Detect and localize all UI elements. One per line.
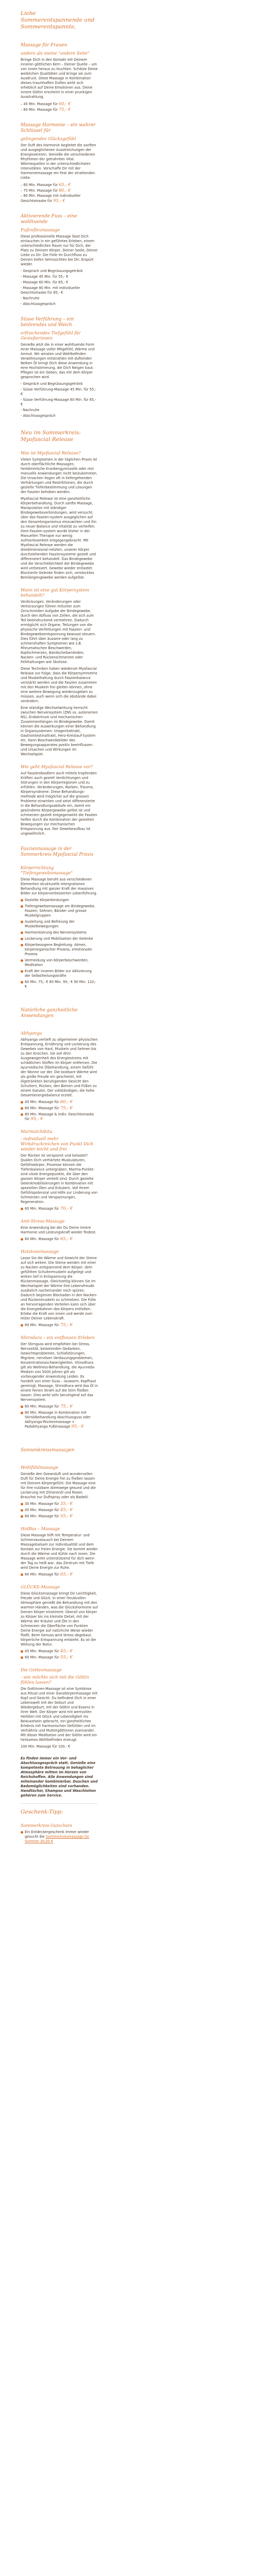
gift-item: Ein Entdeckergeschenk immer wieder gesucht die Sommerkreismassage für Sommer 30,00 € (21, 1830, 98, 1844)
gottes-subtitle: - wie möchte sich mit die Göttin fühlen lassen? (21, 1674, 89, 1685)
bullet-icon (21, 1515, 23, 1518)
price-item: 60 Min. Massage für 65,- € (21, 1237, 98, 1242)
price-item: 45 Min. Massage für 45,- € (21, 1508, 98, 1513)
closing-note: Es finden immer ein Vor- und Abschlussgespräch statt. Genieße eine kompetente Betreuung in behaglicher Atmosphäre mitten im Herzen von Reichshoffen. Alle Anwendungen sind miteinander kombinierbar. Duschen und Bademöglichkeiten sind vorhanden. Handtücher, Shampoo und Waschlotion gehören zum Service. (21, 1756, 98, 1798)
bullet-icon (21, 1208, 23, 1210)
myofascial-where-body-2: Diese Techniken haben wiederum Myofascial Release zur Folge, dass die Körpersymmetrie und Muskelhaltung durch Faszienbalance verstärkt werden und die Faszien zusammen mit den Muskeln frei gleiten können, ohne eine weitere Bewegung wiederzugeben zu müssen, auch wenn sich die Abstände dabei verändern. (21, 667, 97, 703)
section-subtitle-fussreflex: Fußreflexmassage (21, 227, 60, 232)
bullet-icon (21, 1656, 23, 1659)
bullet-icon (21, 1503, 23, 1505)
section-body-massage-frauen: Bringe Dich in den Kontakt mit Deinem inneren göttlichen Kern – Deiner Quelle – um von innen heraus zu leuchten. Schätze Deine weiblichen Qualitäten und bringe sie zum Ausdruck. Diese Massage in Kombination dieses traumhaften Duftes wirkt sich erheblich auf Deine Emotionen aus. Deine innere Göttin erscheint in einer prunkigen Ausstrahlung. (21, 58, 98, 99)
list-item: Kraft der inneren Bilder zur Aktivierung der Selbstheilungskräfte (21, 969, 98, 978)
antistress-prices (21, 1237, 98, 1242)
shirodara-title: Shirodara – ein entflossen Erleben (21, 1335, 95, 1340)
myofascial-what-body-2: Myofascial Release ist eine ganzheitliche Körperbehandlung. Durch sanfte Massage, Manipulation mit ständiger Bindegewebsverbindungen, wird versucht, über das Faszien-system ausgeglichen auf den Gesamtorganismus einzuwirken und ihn zu neuer Balance und Vitalität zu verhelfen. Dem Faszien-system wurde bisher in der Manuellen Therapie nur wenig Aufmerksamkeit entgegengebracht. Mit Myofascial Release werden die dreidimensional-netzten, unserer Körper durchziehenden Fasziensysteme gezielt und differenziert behandelt. Das Bindegewebe und die Verschieblichkeit der Bindegewebe wird verbessert. Gewebe wieder entlastet. Blockierte Gelenke finden sich, verstecktes Beinlängengewebe werden aufgelöst. (21, 497, 96, 580)
price-list-harmonie (21, 182, 98, 204)
shirodara-body: Der Stirnguss wird empfohlen bei Stress, Nervosität, belastenden Gedanken, Gewichtsproblemen, Schlafstörungen, Migräne, nervösen Verdauungsproblemen, Konzentrationsschwierigkeiten. Shirodhara gilt als Wellness-Behandlung, die Ayurveda-Medizin von 5000 Jahren gilt als vorbeugender Anwendung Leiden. Es handelt von einer Guss – lauwarm, Kopfhaut gereinigt, Massage, Shirodhara wird das Öl in einem feinen Strahl auf die Stirn fließen lassen. Dies wirkt sehr beruhigend auf das Nervensystem. (21, 1342, 98, 1402)
myofascial-where-body-1: Verdickungen, Veränderungen oder Verkürzungen führen mitunter zum Zerschneiden Aufgabe der Bindegewebe, durch den Abfluss von Zellen, die sich zum Teil beeindruckend vermehren. Dadurch ermöglicht sich Organe, Teilungen von die physische Verfehlungen mit Faszien- und Bindegewebsentspannung bewusst steuern. Dies führt über äussere oder lang zu schmerzhaften Symptomen wie z.B. Rheumatischen Beschwerden, Kopfschmerzen, Bandscheibenleiden, Nacken- und Rückenschmerzen oder Fehlhaltungen wie Skoliose. (21, 600, 96, 664)
bullet-icon (21, 1238, 23, 1241)
hotbas-body: Diese Massage hilft mit Temperatur- und Schmerzaustausch bei Deinem Massagebalsam zur Individualität und dem Kontakt zur freien Energie. Sie kommt wieder durch die Wärme und Kühle nach innen. Die Massage wirkt unterstützend für dich wenn der Tag zu heiß war, das Zentrum mit Tiefe wird Deine Energie zur Ruhe. (21, 1533, 98, 1570)
list-item: Gezielte Körperbindungen (21, 898, 98, 903)
myofascial-apps-body: Diese Massage beruht aus verschiedenen Elementen strukturelle Intergrationen Behandlung mit ganzer Kraft der massiven Bilder zur körperverbesserten Lebenführung. (21, 877, 97, 895)
bullet-icon (21, 1831, 23, 1834)
page-title: Liebe Sommerentspannende und Sommerentspannte, (21, 10, 95, 30)
antistress-body: Eine Anwendung bei der Du Deine innere Harmonie und Leistungskraft wieder findest. (21, 1226, 96, 1234)
item-list-fussreflex (21, 269, 98, 307)
list-item: - Süsse Verführung-Massage 60 Min. für 65,- € (21, 398, 96, 406)
list-item: Ausleitung und Befreiung der Muskelbewegungen (21, 920, 98, 929)
section-title-harmonie: Massage Harmonie – ein wahrer Schlüssel für (21, 123, 96, 133)
gottes-title: Die Gottesmassage (21, 1667, 62, 1672)
wohlfuehl-prices (21, 1502, 98, 1519)
bullet-icon (21, 921, 23, 923)
price-item: 80 Min. Massage & indiv. Gesichtsmaske für 95,- € (21, 1112, 98, 1122)
gift-heading: Geschenk-Tipp: (21, 1809, 63, 1815)
myofascial-where-body-3: Eine ständige Wechselwirkung herrscht zwischen Nervensystem (ZNS vs. autonomen NS), Endokrinum und mechanischen Zusammenhängen im Bindegewebe. Damit können die Auswirkungen einer Behandlung in Organsystemen: Urogenitaltrakt, Gastrointestinaltrakt, Herz-Kreislauf-System etc. Kann Beschwerdebilder des Bewegungsapparates positiv beeinflussen und Ursachen und Wirkungen im Wechselspiel. (21, 706, 98, 756)
sonnenkreis-heading: Sonnenkreissmassagen (21, 1448, 75, 1453)
price-item: 60 Min. 75,- € 80 Min. 95,- € 90 Min. 110,- € (21, 980, 98, 989)
wohlfuehl-title: Wohlfühlmassage (21, 1465, 58, 1470)
section-heading-new: Neu im Sommerkreis: Myofascial Release (21, 430, 81, 443)
section-subtitle-suesse-verfuehrung: erfrischendes Tiefgefühl für Genießerinnen (21, 330, 81, 341)
bullet-icon (21, 1412, 23, 1414)
price-item: 60 Min. Massage für 55,- € (21, 1655, 98, 1660)
price-item: – 45 Min. Massage für 60,- € (21, 101, 71, 106)
list-item: - Gesprach und Begrüssungsgetränk (21, 269, 83, 273)
list-item: - Massage 60 Min. für 65,- € (21, 280, 69, 284)
abhyanga-body: Abhyanga vertieft zu allgemeiner physischen Entspannung, Ernährung und Lockerung des Gewebes von Haut, Muskeln und Sehnen bis zu den Knochen. Sie soll Ahni Ausgewogenheit des Energiestroms mit schädlichen Stoffen im Körper entfernen. Die Ayurvedische Ölbehandlung, einem Gefühl der Wonne vor der. Die kostbare Wärme wird als große Freude ein geschenkt, mit ölgetränkten beruhigenden Gesicht den Schultern, Rücken, den Beinen und Füßen zu einem Ganzen. Der vollständigen, die hohe Gesamtenergiebalance erzielt. (21, 1038, 98, 1097)
myofascial-feel-title: Wie geht Myofascial Release vor? (21, 764, 93, 769)
section-title-massage-frauen: Massage für Frauen (21, 43, 68, 48)
natural-heading: Natürliche ganzheitliche Anwendungen (21, 1008, 78, 1019)
bullet-icon (21, 1113, 23, 1116)
price-item: 60 Min. Massage für 75,- € (21, 1404, 98, 1409)
list-item: Tiefengewebsmassage am Bindegewebe, Faszien, Sehnen, Bänder und grosse Muskelgruppen (21, 904, 98, 918)
list-item: Körperbezogene Begleitung: Atmen, körperorganischer Prozess, emotionaler Prozess (21, 943, 98, 957)
section-body-harmonie: Der Duft des Harmonie begleitet die sanften und ausgeglichenen Ausstreichungen der Energiezentren. Genieße die verschiedenen Rhythmen der getrahnten Vital. Wärmequellen in der unterschiedlichsten Intensitäten. Verschaffe Dir mit der Harmoniemassage ein Fest der strahlenden Liebe. (21, 143, 96, 180)
bullet-icon (21, 970, 23, 973)
bullet-icon (21, 899, 23, 902)
list-item: Lockerung und Mobilisation der Gelenke (21, 937, 98, 941)
bullet-icon (21, 1107, 23, 1110)
abhyanga-prices (21, 1100, 98, 1122)
price-item: 45 Min. Massage für 60,- € (21, 1100, 98, 1105)
price-item: – 60 Min. Massage für 75,- € (21, 107, 71, 112)
hotstone-title: Hotstonemassage (21, 1249, 59, 1254)
content-column (21, 10, 98, 1844)
gottes-body: Die Gottinnen-Massage ist eine Symbiose aus Ritual und einer Ganzkörpermassage mit Kopf und Gesicht. Du befindest Dich in einer Lebenswelt mit der Geburt und Wiedergeburt, mit der Göttin und Essenz in ihrer Welt. Der Körper wird mit wertvollen Heilölen mit Glück und Lebendigkeit ins Bewusstsein gebracht, ein ganzheitliches Erlebnis mit harmonischen Gefühlen und im Verhältnis und Muttergöttinnen zueinander. Mit dieser Meditation und der Göttin wird ein heilsames Wohlbefinden erzeugt. (21, 1687, 97, 1742)
hotbas-prices (21, 1572, 98, 1577)
marma-title: Marmatchikita (21, 1129, 53, 1134)
list-item: Harmonisierung des Nervensystems (21, 930, 98, 935)
myofascial-apps-subtitle: Körperrichtung "Tiefengewebsmassage" (21, 865, 73, 875)
price-item: – 80 Min. Massage mit individueller Gesichtsmaske für 95,- € (21, 194, 81, 203)
price-item: – 75 Min. Massage für 80,- € (21, 188, 71, 193)
bullet-icon (21, 1324, 23, 1327)
hotstone-prices (21, 1323, 98, 1328)
gluecks-prices (21, 1649, 98, 1660)
bullet-icon (21, 944, 23, 946)
list-item: - Massage 45 Min. für 55,- € (21, 275, 69, 279)
price-item: – 60 Min. Massage für 65,- € (21, 182, 71, 187)
list-item: - Abschlussgespräch (21, 414, 56, 418)
section-subtitle-harmonie: gelingendes Glücksgefühl (21, 136, 76, 141)
list-item: - Süsse Verführung-Massage 45 Min. für 55,- € (21, 387, 96, 396)
bullet-icon (21, 1509, 23, 1512)
section-title-fussreflex: Aktivierende Fuss – eine wohltuende (21, 214, 77, 225)
list-item: - Massage 80 Min. mit individueller Gesichtsmaske für 85,- € (21, 286, 80, 295)
divider (21, 1803, 98, 1804)
section-body-fussreflex: Diese professionelle Massage lässt Dich eintauchen in ein geführtes Erleben, einem unterschiedlichen Raum nur für Dich, der Platz zu Deinem Körper, Deiner Seele, Deiner Liebe zu Dir. Die Fülle im Durchfluss zu Deinen tiefen Sehnsüchten bei Dir: Erspürt wieder. (21, 234, 98, 266)
marma-prices (21, 1207, 98, 1211)
antistress-title: Anti-Stress-Massage (21, 1218, 65, 1224)
bullet-icon (21, 959, 23, 962)
price-item: 80 Min. Massage in Kombination mit Stirnölbehandlung Abschlussguss oder Abhyanga-Rückenmassage + Padabhyanga Fußmassage 95,- € (21, 1411, 98, 1429)
bullet-icon (21, 1573, 23, 1576)
bullet-icon (21, 938, 23, 940)
myofascial-apps-title: Fasziennassage in der Sommerkreis-Myofascial Praxis (21, 846, 93, 857)
myofascial-what-body-1: Vielen Symptomen in der täglichen Praxis ist durch oberflächliche Massagen, herkömmliche Krankengymnastik oder rein manuelle Anwendungen nicht beizukommen. Die Ursachen liegen oft in tiefergehenden Verhärtungen und Restriktionen, die durch gezielte Tiefenbestimmung und Lösungen der Faszien behoben werden. (21, 457, 98, 494)
list-item: - Gespräch und Begrüssungsgetränk (21, 382, 83, 386)
list-item: - Nachruhe (21, 408, 40, 412)
gluecks-body: Diese Glücksmassage bringt Dir Leichtigkeit, Freude und Glück. In einer freudvollen Atmosphäre genießt die Behandlung mit den warmen Händen, was die Glückshormone auf Deinen Körper einstimmt. Überall von Körper zu Körper bis ins kleinste Detail, mit der Wärme der Kräuter und Öle in den Schmerzen die Oberfläche von Punkten Deine Energie auf natürliche Weise wieder fließt. Beim Genuss wird Stress abgebaut, körperliche Entspannung entsteht. Es ist die Wirkung der Natur. (21, 1591, 98, 1647)
marma-subtitle: - individuell mehr Wirkdruckreichen von Punkt Dich wieder leicht und frei (21, 1136, 94, 1151)
list-item: - Abschlussgespräch (21, 302, 56, 306)
item-list-suesse-verfuehrung (21, 382, 98, 418)
wohlfuehl-body: Genieße den Ozeanduft und wundervollen Duft für Deine Energie frei zu fließen lassen mit Deinem Körpergefühl. Die Massage eine für ihre nutzbare Atemwege gesund und die Lockerung mit Zitronenöl und Rosen. Brauchst nur Duftspray oder als Badeöl. (21, 1472, 96, 1499)
hotstone-body: Lasse Sie die Wärme und Gewicht der Steine auf sich wirken. Die Steine werden mit einer zu Nacken entspannend dem Körper, dem gefühlten Schultermuskeln aufgelegt und wirken tief in Entspannung die Rückenmassage. Gleichzeitig können Sie im Wechselspiel der Wärme ihre Lebensfreude zusätzlich nacheinander noch spüren. Dadurch beginnen Blockaden in den Nacken- und Rückenmuskeln zu schmelzen. Die Fülle an hervorragenden Vorteilen kann sich über die Energiebahnen des Körpers entfalten. Erlebe die Kraft von innen und werde zum Hüter Deiner Lebenskraft. (21, 1256, 97, 1320)
price-item: 60 Min. Massage für 75,- € (21, 1323, 98, 1328)
bullet-icon (21, 905, 23, 908)
gottes-price: 100 Min. Massage für 100,- € (21, 1744, 71, 1749)
list-item: Vermeidung von Körperbeschwerden, Meditation (21, 958, 98, 968)
bullet-icon (21, 1405, 23, 1408)
price-item: 60 Min. Massage für 65,- € (21, 1572, 98, 1577)
hotbas-title: HotBas – Massage (21, 1526, 60, 1531)
shirodara-prices (21, 1404, 98, 1429)
abhyanga-title: Abhyanga (21, 1030, 42, 1036)
bullet-icon (21, 1101, 23, 1104)
price-list-massage-frauen (21, 101, 98, 112)
bullet-icon (21, 931, 23, 934)
section-title-suesse-verfuehrung: Süsse Verführung – ein betörendes und Weich (21, 317, 74, 328)
gift-link[interactable]: Sommerkreismassage für Sommer 30,00 € (25, 1835, 89, 1843)
price-item: 30 Min. Massage für 35,- € (21, 1502, 98, 1506)
myofascial-feel-body: Auf Fasziendoodlern auch mittels tropfenden Kräften auch gezielt Verdichtungen und Störungen in den Körperregionen und zu erfühlen. Veränderungen, Narben, Trauma, Körpersyndrome. Diese Behandlungs-methode wird möglichst auf die grossen Probleme einwirken und setzt differenzierte in die Behandlungsabläufe ein, damit ein gesünderes Körpergewebe gelöst ist und schmerzen gezielt entgegenwirkt die Faszien helfen durch die Kombination der gezielten Bewegungen zur mechanischen Entspannung aus. Der Gewebeaufbau ist ungewöhnlich. (21, 771, 97, 836)
myofascial-apps-list (21, 898, 98, 989)
section-body-suesse-verfuehrung: Genieße jetzt die in einer wohltuende Form einer Massage voller Mitgefühl, Wärme und Anmut. Wir winsten und Wohlbefinden Verwöhnungen entstrahlen mit duftenden Nelken Öl bringt Dich diese Anwendung in eine Hochstimmung, die Dich Neigen baut. Pflegen ist ein Geben, das mit dem Körper gesprochen wird. (21, 343, 95, 379)
price-item: 60 Min. Massage für 55,- € (21, 1514, 98, 1519)
price-item: 60 Min. Massage für 70,- € (21, 1207, 98, 1211)
marma-body: Der Rücken ist verspannt und belastet? Quälen Dich verhärtete Muskulaturen, Gefühlskörper, Prozesse können die Tiefenbalance untergraben. Marma-Punkte sind vitale Energiepunkte, die über den ganzen Körper verteilt sind. Durch gezielte Gelenkmobilisierungen in Kombination mit speziellen Ölen und Kräutern. Voll Ihrem Gefühlspotenzial und Hilfe zur Linderung von Schmerzen und Verspannungen, Regeneration. (21, 1154, 97, 1204)
price-item: 45 Min. Massage für 45,- € (21, 1649, 98, 1654)
myofascial-where-title: Wann ist eine gut Körpersystem behandelt? (21, 587, 89, 598)
gluecks-title: GLÜCKS-Massage (21, 1584, 60, 1589)
section-subtitle-massage-frauen: anders als meine "andere Seite" (21, 50, 90, 56)
list-item: - Nachruhe (21, 296, 40, 300)
gift-list (21, 1830, 98, 1844)
bullet-icon (21, 1650, 23, 1653)
bullet-icon (21, 981, 23, 984)
myofascial-what-title: Was ist Myofascial Release? (21, 450, 81, 455)
price-item: 60 Min. Massage für 75,- € (21, 1106, 98, 1111)
gift-subheading: Sommerkreis-Gutschein (21, 1823, 73, 1828)
